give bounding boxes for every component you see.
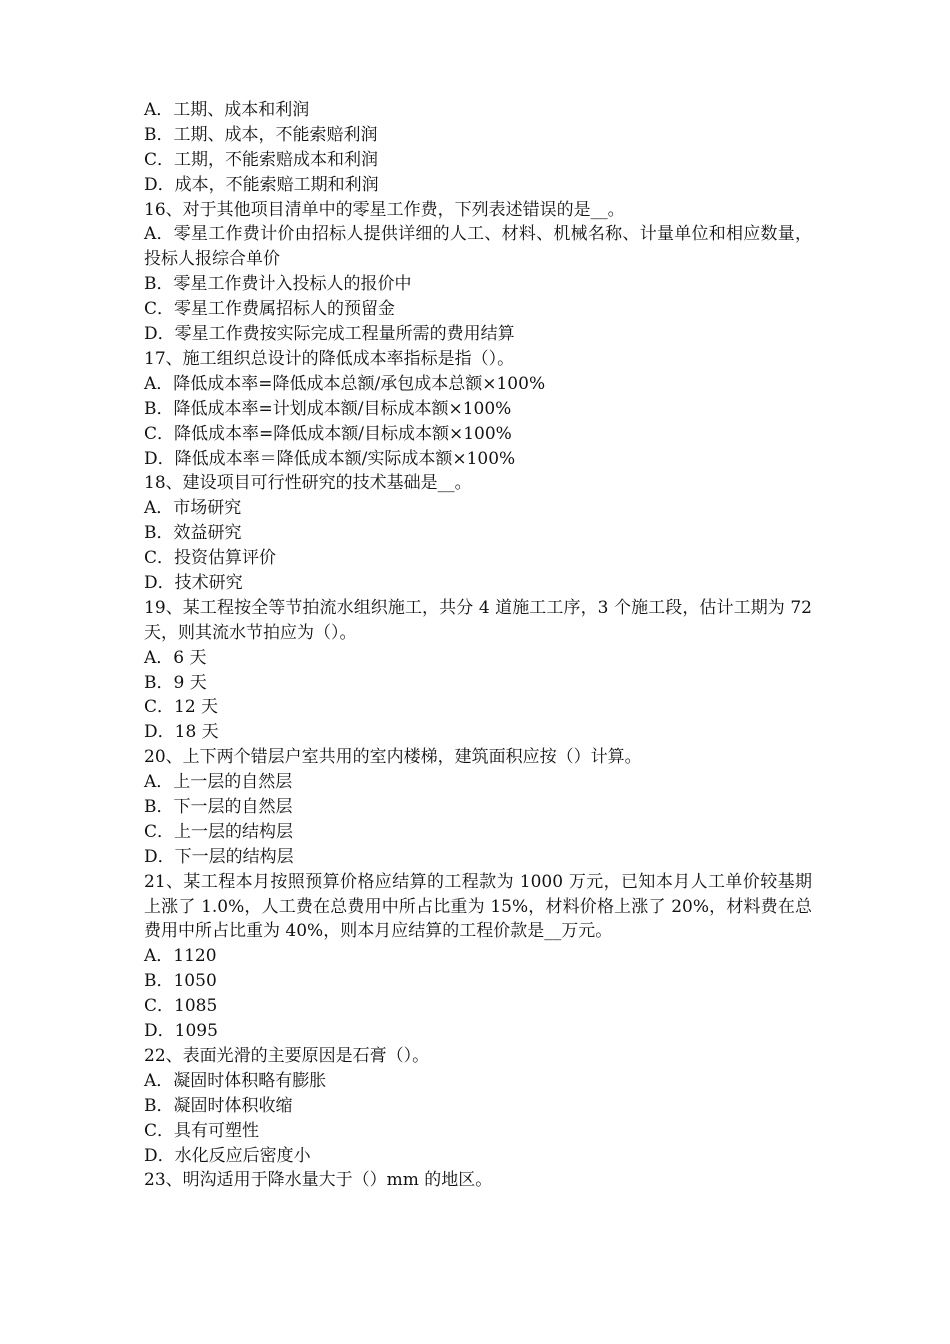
option-line: C．上一层的结构层 (144, 821, 294, 842)
option-line: C．具有可塑性 (144, 1120, 260, 1141)
option-line: A．上一层的自然层 (144, 772, 293, 793)
option-line: B．1050 (144, 971, 217, 992)
option-line: B．9 天 (144, 672, 207, 693)
question-21: 21、某工程本月按照预算价格应结算的工程款为 1000 万元，已知本月人工单价较基期上涨了 1.0%，人工费在总费用中所占比重为 15%，材料价格上涨了 20%，材料费在总费用中所占比重为 40%，则本月应结算的工程价款是__万元。 (144, 871, 812, 942)
option-line: D．技术研究 (144, 572, 243, 593)
option-line: B．零星工作费计入投标人的报价中 (144, 274, 412, 295)
option-line: A．市场研究 (144, 498, 242, 519)
question-18: 18、建设项目可行性研究的技术基础是__。 (144, 473, 472, 494)
option-line: B．降低成本率=计划成本额/目标成本额×100% (144, 398, 512, 419)
question-17: 17、施工组织总设计的降低成本率指标是指（）。 (144, 348, 515, 369)
option-line: A．工期、成本和利润 (144, 100, 310, 120)
option-line: B．凝固时体积收缩 (144, 1095, 293, 1116)
option-line: A．1120 (144, 946, 217, 967)
option-line: B．效益研究 (144, 523, 242, 544)
option-line: C．零星工作费属招标人的预留金 (144, 299, 396, 320)
option-line: D．零星工作费按实际完成工程量所需的费用结算 (144, 324, 515, 345)
document-body (144, 98, 812, 1193)
question-23: 23、明沟适用于降水量大于（）mm 的地区。 (144, 1170, 493, 1191)
option-line: D．18 天 (144, 722, 219, 743)
question-19: 19、某工程按全等节拍流水组织施工，共分 4 道施工工序，3 个施工段，估计工期为 72 天，则其流水节拍应为（）。 (144, 597, 812, 643)
option-line: A．零星工作费计价由招标人提供详细的人工、材料、机械名称、计量单位和相应数量，投标人报综合单价 (144, 224, 812, 270)
option-line: C．工期，不能索赔成本和利润 (144, 149, 379, 170)
option-line: C．投资估算评价 (144, 548, 277, 569)
option-line: B．下一层的自然层 (144, 797, 293, 817)
option-line: A．降低成本率=降低成本总额/承包成本总额×100% (144, 373, 546, 394)
question-20: 20、上下两个错层户室共用的室内楼梯，建筑面积应按（）计算。 (144, 747, 642, 768)
option-line: D．下一层的结构层 (144, 846, 294, 867)
option-line: A．6 天 (144, 647, 207, 668)
question-22: 22、表面光滑的主要原因是石膏（）。 (144, 1045, 430, 1066)
option-line: D．1095 (144, 1021, 218, 1042)
option-line: B．工期、成本，不能索赔利润 (144, 124, 378, 145)
option-line: C．降低成本率=降低成本额/目标成本额×100% (144, 423, 512, 444)
option-line: D．降低成本率＝降低成本额/实际成本额×100% (144, 448, 516, 469)
option-line: A．凝固时体积略有膨胀 (144, 1070, 327, 1091)
option-line: C．1085 (144, 996, 218, 1017)
question-16: 16、对于其他项目清单中的零星工作费，下列表述错误的是__。 (144, 199, 625, 220)
option-line: D．水化反应后密度小 (144, 1145, 311, 1166)
option-line: C．12 天 (144, 697, 219, 718)
option-line: D．成本，不能索赔工期和利润 (144, 174, 379, 195)
